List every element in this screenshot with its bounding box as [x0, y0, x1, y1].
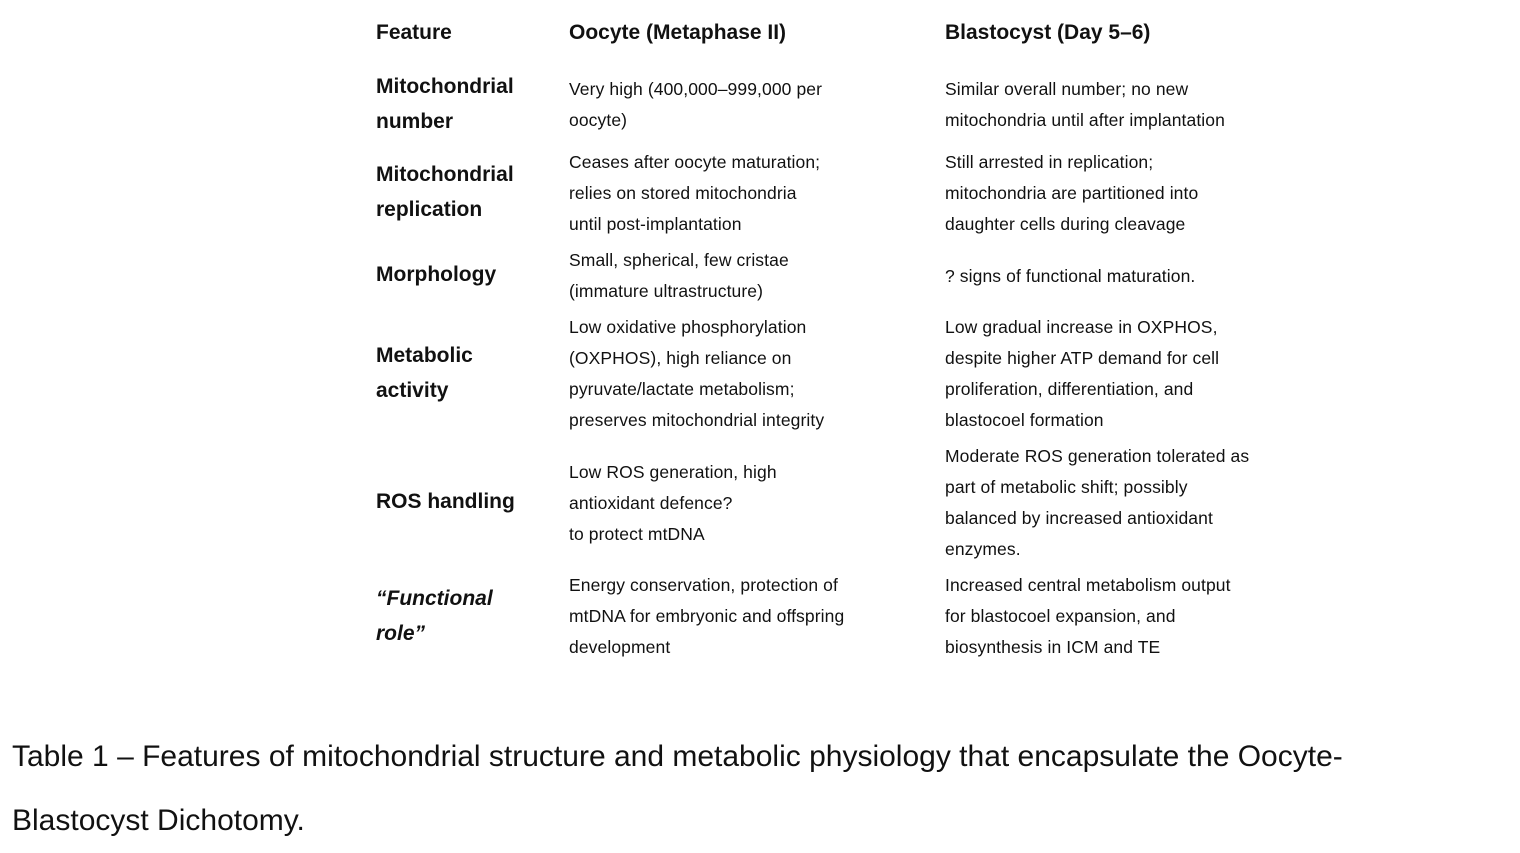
header-oocyte: Oocyte (Metaphase II)	[569, 21, 787, 44]
blastocyst-cell: Increased central metabolism output for blastocoel expansion, and biosynthesis in ICM and TE	[945, 575, 1231, 657]
blastocyst-cell: Moderate ROS generation tolerated as part of metabolic shift; possibly balanced by increased antioxidant enzymes.	[945, 446, 1250, 559]
oocyte-cell: Energy conservation, protection of mtDNA for embryonic and offspring development	[569, 575, 845, 657]
blastocyst-cell: ? signs of functional maturation.	[945, 266, 1196, 286]
table-caption: Table 1 – Features of mitochondrial structure and metabolic physiology that encapsulate the Oocyte- Blastocyst Dichotomy.	[12, 740, 1343, 837]
oocyte-cell: Low ROS generation, high antioxidant defence? to protect mtDNA	[569, 462, 777, 544]
blastocyst-cell: Still arrested in replication; mitochondria are partitioned into daughter cells during cleavage	[945, 152, 1199, 234]
feature-label: Mitochondrial number	[376, 75, 514, 133]
feature-label: Mitochondrial replication	[376, 163, 514, 221]
feature-label: “Functional role”	[376, 587, 493, 645]
oocyte-cell: Very high (400,000–999,000 per oocyte)	[569, 79, 823, 130]
header-blastocyst: Blastocyst (Day 5–6)	[945, 21, 1151, 44]
feature-label: Metabolic activity	[376, 344, 473, 402]
header-feature: Feature	[376, 21, 452, 44]
oocyte-cell: Low oxidative phosphorylation (OXPHOS), high reliance on pyruvate/lactate metabolism; preserves mitochondrial integrity	[569, 317, 825, 430]
blastocyst-cell: Similar overall number; no new mitochondria until after implantation	[945, 79, 1225, 130]
oocyte-cell: Small, spherical, few cristae (immature ultrastructure)	[569, 250, 789, 301]
oocyte-cell: Ceases after oocyte maturation; relies on stored mitochondria until post-implantation	[569, 152, 821, 234]
feature-label: Morphology	[376, 263, 497, 286]
blastocyst-cell: Low gradual increase in OXPHOS, despite higher ATP demand for cell proliferation, differentiation, and blastocoel formation	[945, 317, 1220, 430]
feature-label: ROS handling	[376, 490, 515, 513]
